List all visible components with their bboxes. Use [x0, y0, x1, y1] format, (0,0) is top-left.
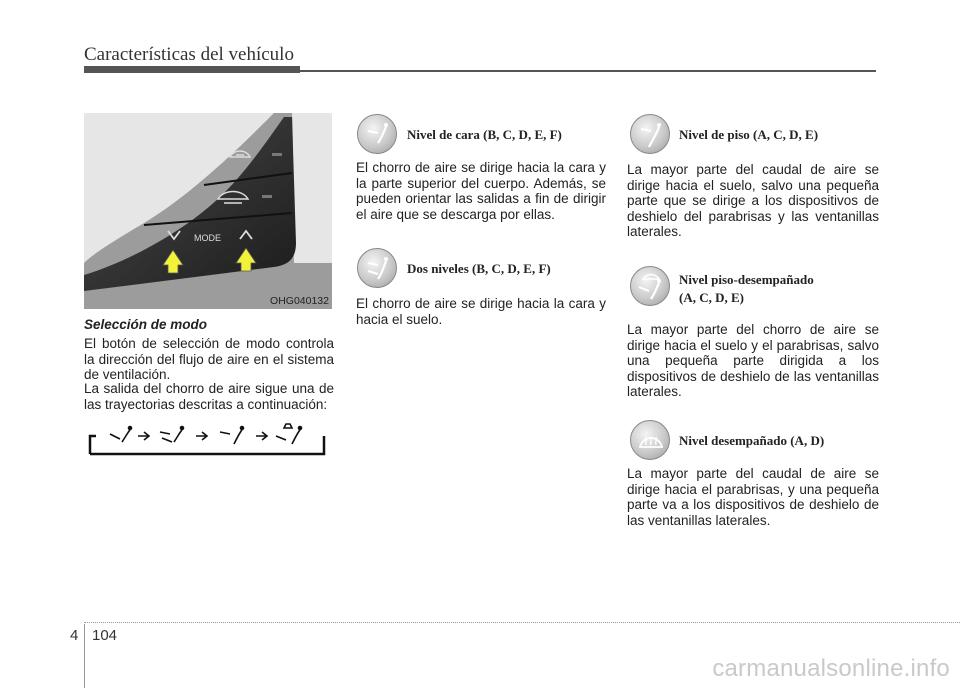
face-mode-text: El chorro de aire se dirige hacia la cara y la parte superior del cuerpo. Además, se pueden orientar las salidas a fin de dirigir el aire que se descarga por ellas.: [356, 160, 606, 222]
col1-paragraph-2: La salida del chorro de aire sigue una de las trayectorias descritas a continuación:: [84, 381, 334, 412]
floor-defrost-mode-text: La mayor parte del chorro de aire se dirige hacia el suelo y el parabrisas, salvo una pequeña parte dirigida a los dispositivos de deshielo de las ventanillas laterales.: [627, 322, 879, 400]
face-vent-icon: [358, 115, 398, 155]
arrow-right-icon: [138, 432, 149, 440]
floor-defrost-icon: [631, 267, 671, 307]
footer-vertical-rule: [84, 624, 85, 688]
floor-vent-icon: [631, 115, 671, 155]
face-mode-heading: Nivel de cara (B, C, D, E, F): [407, 127, 562, 142]
floor-defrost-mode-icon: [630, 266, 670, 306]
bilevel-vent-icon: [160, 427, 184, 443]
header-rule-thick: [84, 66, 300, 73]
indicator-led-2: [262, 195, 272, 198]
mode-sequence-bar: [88, 422, 328, 460]
floor-defrost-mode-heading-line2: (A, C, D, E): [679, 290, 744, 305]
defrost-mode-text: La mayor parte del caudal de aire se dirige hacia el parabrisas, y una pequeña parte va a los dispositivos de deshielo de las ventanillas laterales.: [627, 466, 879, 528]
footer-chapter-number: 4: [70, 627, 79, 644]
bilevel-mode-text: El chorro de aire se dirige hacia la cara y hacia el suelo.: [356, 296, 606, 327]
defrost-mode-icon: [630, 420, 670, 460]
mode-label: MODE: [194, 233, 221, 243]
footer-page-number: 104: [92, 627, 118, 644]
section-title: Selección de modo: [84, 317, 208, 332]
floor-defrost-icon: [276, 424, 302, 444]
face-mode-icon: [357, 114, 397, 154]
bilevel-mode-heading: Dos niveles (B, C, D, E, F): [407, 261, 551, 276]
indicator-led-1: [272, 153, 282, 156]
face-vent-icon: [110, 427, 132, 443]
arrow-right-icon: [256, 432, 267, 440]
page-header-title: Características del vehículo: [84, 44, 294, 65]
col1-paragraph-1: El botón de selección de modo controla la dirección del flujo de aire en el sistema de ventilación.: [84, 336, 334, 383]
floor-mode-text: La mayor parte del caudal de aire se dirige hacia el suelo, salvo una pequeña parte que se dirige a los dispositivos de deshielo del parabrisas y las ventanillas laterales.: [627, 162, 879, 240]
floor-mode-heading: Nivel de piso (A, C, D, E): [679, 127, 819, 142]
defrost-icon: [631, 421, 671, 461]
floor-mode-icon: [630, 114, 670, 154]
floor-defrost-mode-heading-line1: Nivel piso-desempañado: [679, 272, 814, 287]
floor-vent-icon: [220, 427, 244, 445]
figure-code: OHG040132: [270, 295, 329, 307]
defrost-mode-heading: Nivel desempañado (A, D): [679, 433, 825, 448]
climate-panel-figure: [84, 113, 332, 309]
watermark: carmanualsonline.info: [712, 655, 950, 682]
arrow-right-icon: [196, 432, 207, 440]
footer-dotted-rule: [84, 622, 960, 623]
climate-panel-illustration: [84, 113, 332, 309]
bilevel-mode-icon: [357, 248, 397, 288]
bilevel-vent-icon: [358, 249, 398, 289]
header-rule-thin: [300, 70, 876, 72]
